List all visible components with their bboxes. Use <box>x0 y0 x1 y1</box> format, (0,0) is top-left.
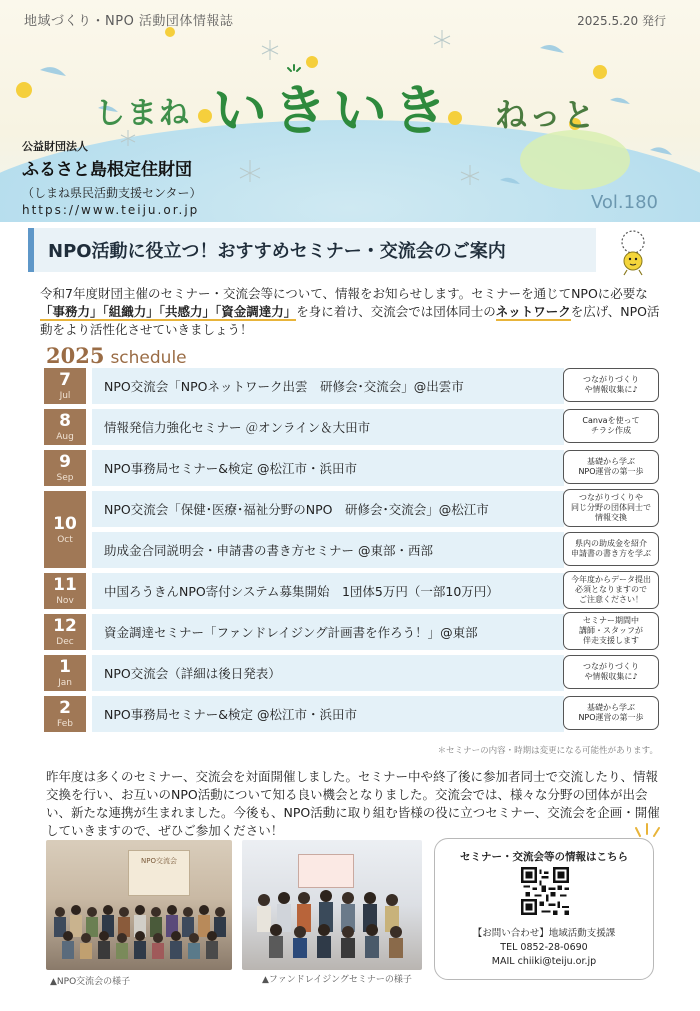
photo-caption: ▲NPO交流会の様子 <box>50 977 131 987</box>
mascot-icon <box>608 228 658 278</box>
schedule-year: 2025 <box>46 343 105 368</box>
contact-tel[interactable]: TEL 0852-28-0690 <box>500 942 588 953</box>
note-line: 必須となりますので <box>575 585 647 594</box>
intro-keyword-network: ネットワーク <box>495 304 571 319</box>
month-block-jul <box>44 368 86 404</box>
event-row: 助成金合同説明会・申請書の書き方セミナー @東部・西部 <box>92 532 564 568</box>
note-line: チラシ作成 <box>590 426 631 435</box>
note-line: つながりづくり <box>583 662 639 671</box>
intro-text-2: を身に着け、交流会では団体同士の <box>296 304 496 319</box>
month-block-oct <box>44 491 86 568</box>
month-number: 10 <box>53 513 77 534</box>
contact-label: 【お問い合わせ】地域活動支援課 <box>472 928 616 939</box>
note-line: 伴走支援します <box>583 636 639 645</box>
issue-date: 2025.5.20 発行 <box>577 14 666 28</box>
schedule-title <box>46 343 187 368</box>
note-line: 今年度からデータ提出 <box>571 575 651 584</box>
info-box <box>434 838 654 980</box>
intro-paragraph <box>40 285 668 339</box>
note-line: や情報収集に♪ <box>584 385 638 394</box>
event-note <box>563 450 659 484</box>
schedule-disclaimer: ＊セミナーの内容・時期は変更になる可能性があります。 <box>437 746 658 756</box>
month-number: 2 <box>59 698 71 718</box>
month-abbr: Aug <box>56 432 74 442</box>
intro-text-1: 令和7年度財団主催のセミナー・交流会等について、情報をお知らせします。セミナーを通じてNPOに必要な <box>40 286 648 301</box>
event-row: NPO交流会「保健･医療･福祉分野のNPO 研修会･交流会」@松江市 <box>92 491 564 527</box>
month-abbr: Nov <box>56 596 74 606</box>
magazine-name: 地域づくり・NPO 活動団体情報誌 <box>24 14 234 29</box>
section-heading <box>28 228 596 272</box>
info-title: セミナー・交流会等の情報はこちら <box>460 851 628 863</box>
org-name: ふるさと島根定住財団 <box>22 160 192 180</box>
title-ikiiki: いきいき <box>213 79 453 142</box>
photo-caption: ▲ファンドレイジングセミナーの様子 <box>262 975 412 985</box>
note-line: つながりづくり <box>583 375 639 384</box>
org-center: （しまね県民活動支援センター） <box>22 186 202 200</box>
month-number: 1 <box>59 657 71 677</box>
month-abbr: Jan <box>58 678 72 688</box>
note-line: つながりづくりや <box>579 493 643 502</box>
event-row: NPO事務局セミナー&検定 @松江市・浜田市 <box>92 696 564 732</box>
seminar-photo-people <box>242 840 422 970</box>
photo-fundraising-seminar <box>242 840 422 970</box>
event-note <box>563 571 659 609</box>
contact-block <box>435 927 653 969</box>
month-abbr: Feb <box>57 719 73 729</box>
event-row: NPO交流会（詳細は後日発表） <box>92 655 564 691</box>
note-line: 申請書の書き方を学ぶ <box>571 549 651 558</box>
event-note <box>563 409 659 443</box>
note-line: 県内の助成金を紹介 <box>575 539 647 548</box>
note-line: 情報交換 <box>595 513 627 522</box>
month-abbr: Oct <box>57 534 73 545</box>
event-note <box>563 696 659 730</box>
note-line: 基礎から学ぶ <box>586 703 635 712</box>
month-block-dec <box>44 614 86 650</box>
note-line: 基礎から学ぶ <box>586 457 635 466</box>
month-block-nov <box>44 573 86 609</box>
note-line: 同じ分野の団体同士で <box>571 503 651 512</box>
month-abbr: Dec <box>56 637 74 647</box>
event-row: NPO交流会「NPOネットワーク出雲 研修会･交流会」@出雲市 <box>92 368 564 404</box>
title-net: ねっと <box>495 96 598 134</box>
note-line: セミナー期間中 <box>583 616 639 625</box>
masthead <box>0 0 700 222</box>
outro-paragraph: 昨年度は多くのセミナー、交流会を対面開催しました。セミナー中や終了後に参加者同士で交流したり、情報交換を行い、お互いのNPO活動について知る良い機会となりました。交流会では、様々な分野の団体が出会い、新たな連携が生まれました。今後も、NPO活動に取り組む皆様の役に立つセミナー、交流会を企画・開催していきますので、ぜひご参加ください！ <box>46 769 660 838</box>
intro-text-3: を広げ、NPO活動をより活性化させていきましょう！ <box>40 304 660 337</box>
event-note <box>563 368 659 402</box>
event-note <box>563 655 659 689</box>
month-number: 8 <box>59 411 71 431</box>
note-line: 講師・スタッフが <box>579 626 643 635</box>
event-row: NPO事務局セミナー&検定 @松江市・浜田市 <box>92 450 564 486</box>
event-row: 資金調達セミナー「ファンドレイジング計画書を作ろう！」@東部 <box>92 614 564 650</box>
month-block-sep <box>44 450 86 486</box>
month-block-aug <box>44 409 86 445</box>
event-note <box>563 489 659 527</box>
event-note <box>563 612 659 650</box>
note-line: ご注意ください！ <box>579 595 643 604</box>
qr-code-icon[interactable] <box>521 867 569 915</box>
event-note <box>563 532 659 566</box>
intro-keywords-skills: 「事務力」「組織力」「共感力」「資金調達力」 <box>40 304 297 319</box>
org-url[interactable]: https://www.teiju.or.jp <box>22 203 200 217</box>
event-row: 中国ろうきんNPO寄付システム募集開始 1団体5万円（一部10万円） <box>92 573 564 609</box>
sparkle-icon <box>285 64 303 82</box>
contact-mail[interactable]: MAIL chiiki@teiju.or.jp <box>491 956 597 967</box>
note-line: Canvaを使って <box>582 416 640 425</box>
month-number: 9 <box>59 452 71 472</box>
month-abbr: Sep <box>56 473 74 483</box>
org-label: 公益財団法人 <box>22 140 88 153</box>
month-number: 11 <box>53 575 77 595</box>
month-block-feb <box>44 696 86 732</box>
month-abbr: Jul <box>59 391 71 401</box>
month-block-jan <box>44 655 86 691</box>
event-row: 情報発信力強化セミナー ＠オンライン＆大田市 <box>92 409 564 445</box>
photo-npo-exchange <box>46 840 232 970</box>
title-shimane: しまね <box>95 96 191 131</box>
note-line: NPO運営の第一歩 <box>578 467 644 476</box>
group-photo-people <box>46 840 232 970</box>
screen-text: NPO交流会 <box>141 857 177 865</box>
schedule-label: schedule <box>110 348 187 368</box>
volume-number: Vol.180 <box>590 192 658 213</box>
month-number: 12 <box>53 616 77 636</box>
note-line: や情報収集に♪ <box>584 672 638 681</box>
sparkle-icon <box>634 818 662 840</box>
publisher-block <box>22 138 202 217</box>
section-title: NPO活動に役立つ！おすすめセミナー・交流会のご案内 <box>48 241 506 262</box>
note-line: NPO運営の第一歩 <box>578 713 644 722</box>
month-number: 7 <box>59 370 71 390</box>
